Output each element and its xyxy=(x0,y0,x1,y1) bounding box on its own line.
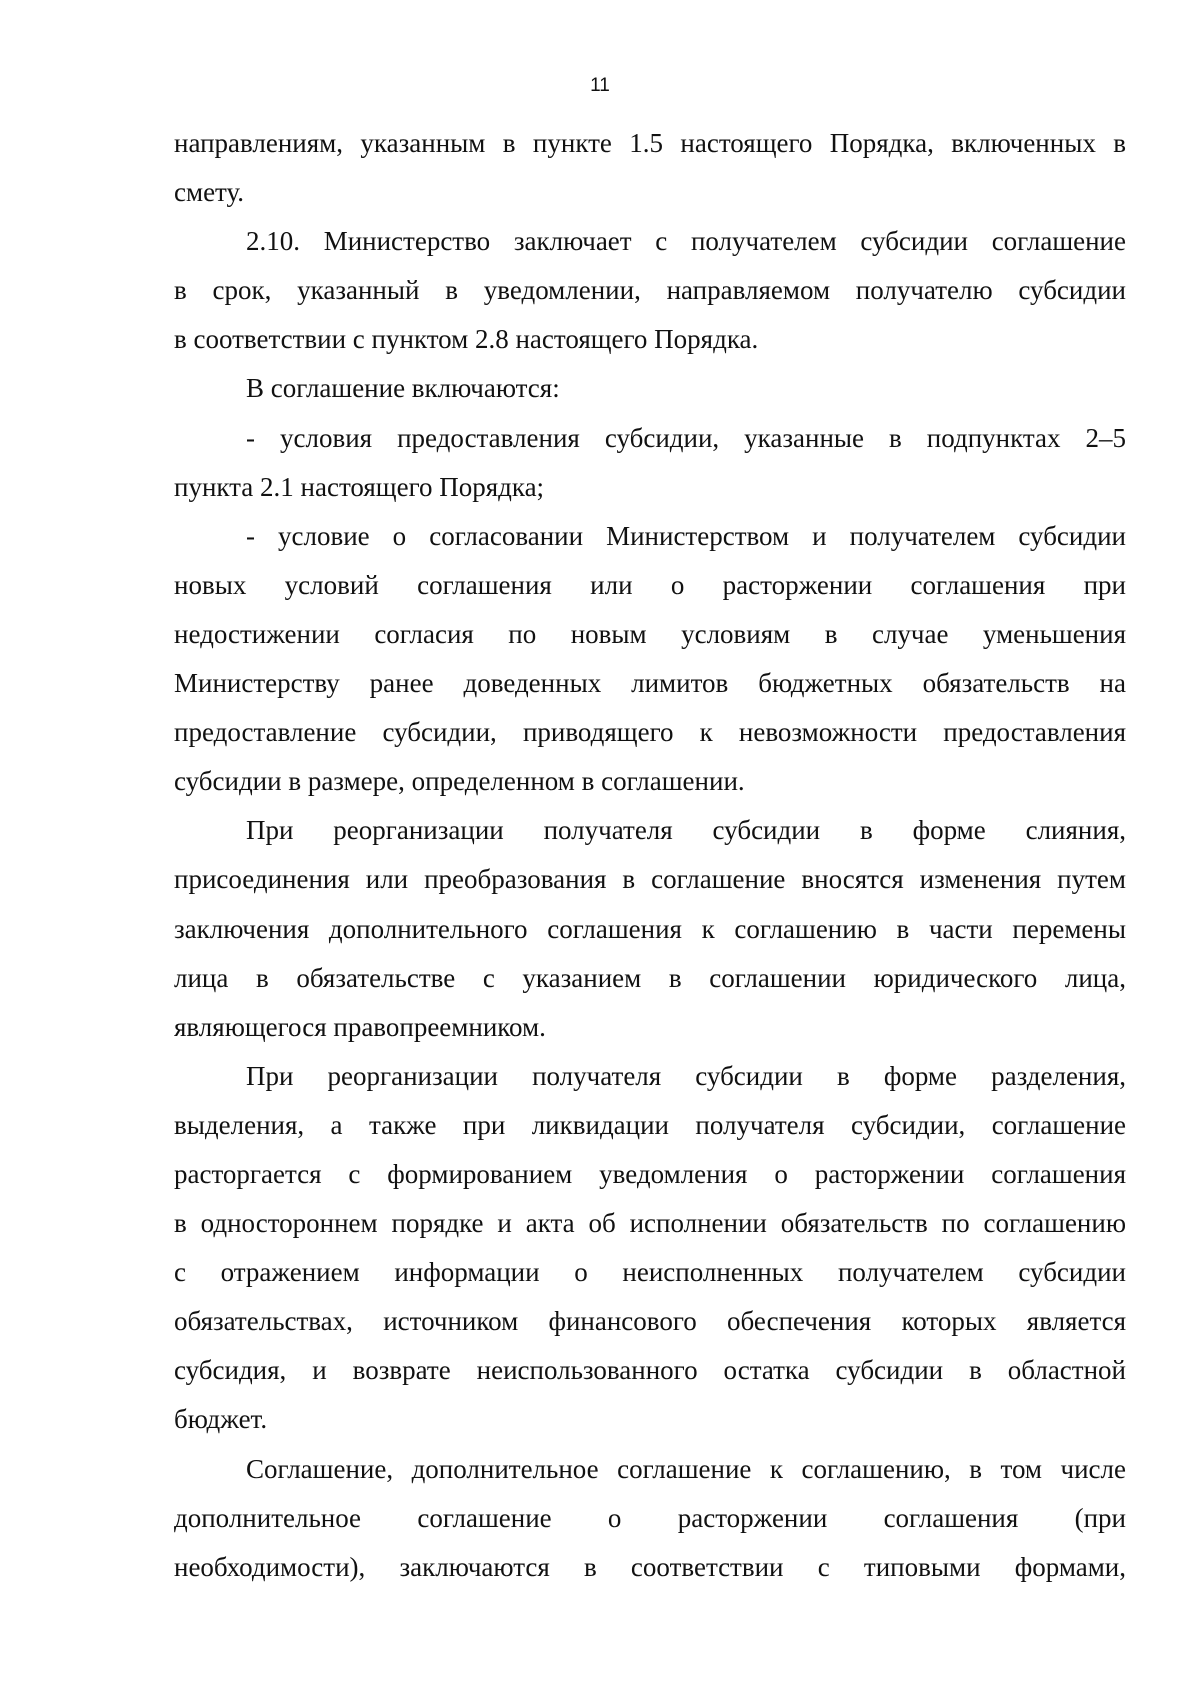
text-line: расторгается с формированием уведомления о расторжении соглашения xyxy=(174,1158,1126,1189)
text-line: новых условий соглашения или о расторжении соглашения при xyxy=(174,569,1126,600)
text-line: субсидии в размере, определенном в соглашении. xyxy=(174,766,745,797)
paragraph xyxy=(174,512,1126,807)
text-line: дополнительное соглашение о расторжении соглашения (при xyxy=(174,1502,1126,1533)
paragraph xyxy=(174,1445,1126,1592)
text-line: Министерству ранее доведенных лимитов бюджетных обязательств на xyxy=(174,668,1126,699)
document-body xyxy=(174,119,1126,1592)
text-line: В соглашение включаются: xyxy=(246,373,560,404)
text-line: выделения, а также при ликвидации получателя субсидии, соглашение xyxy=(174,1109,1126,1140)
text-line: смету. xyxy=(174,177,245,208)
page-number: 11 xyxy=(590,75,610,96)
paragraph xyxy=(174,364,1126,413)
text-line: в одностороннем порядке и акта об исполнении обязательств по соглашению xyxy=(174,1208,1126,1239)
text-line: в соответствии с пунктом 2.8 настоящего Порядка. xyxy=(174,324,759,355)
paragraph xyxy=(174,119,1126,217)
text-line: пункта 2.1 настоящего Порядка; xyxy=(174,471,545,502)
text-line: присоединения или преобразования в соглашение вносятся изменения путем xyxy=(174,864,1126,895)
text-line: лица в обязательстве с указанием в соглашении юридического лица, xyxy=(174,962,1126,993)
text-line: При реорганизации получателя субсидии в форме разделения, xyxy=(246,1060,1126,1091)
text-line: необходимости), заключаются в соответствии с типовыми формами, xyxy=(174,1551,1126,1582)
text-line: Соглашение, дополнительное соглашение к соглашению, в том числе xyxy=(246,1453,1126,1484)
text-line: с отражением информации о неисполненных получателем субсидии xyxy=(174,1257,1126,1288)
text-line: являющегося правопреемником. xyxy=(174,1011,546,1042)
paragraph xyxy=(174,217,1126,364)
text-line: в срок, указанный в уведомлении, направляемом получателю субсидии xyxy=(174,275,1126,306)
text-line: предоставление субсидии, приводящего к невозможности предоставления xyxy=(174,717,1126,748)
text-line: заключения дополнительного соглашения к соглашению в части перемены xyxy=(174,913,1126,944)
text-line: недостижении согласия по новым условиям в случае уменьшения xyxy=(174,618,1126,649)
text-line: 2.10. Министерство заключает с получателем субсидии соглашение xyxy=(246,226,1126,257)
text-line: - условия предоставления субсидии, указанные в подпунктах 2–5 xyxy=(246,422,1126,453)
text-line: обязательствах, источником финансового обеспечения которых является xyxy=(174,1306,1126,1337)
text-line: При реорганизации получателя субсидии в форме слияния, xyxy=(246,815,1126,846)
paragraph xyxy=(174,806,1126,1051)
text-line: - условие о согласовании Министерством и получателем субсидии xyxy=(246,520,1126,551)
text-line: направлениям, указанным в пункте 1.5 настоящего Порядка, включенных в xyxy=(174,128,1126,158)
paragraph xyxy=(174,414,1126,512)
text-line: бюджет. xyxy=(174,1404,268,1435)
paragraph xyxy=(174,1052,1126,1445)
text-line: субсидия, и возврате неиспользованного остатка субсидии в областной xyxy=(174,1355,1126,1386)
